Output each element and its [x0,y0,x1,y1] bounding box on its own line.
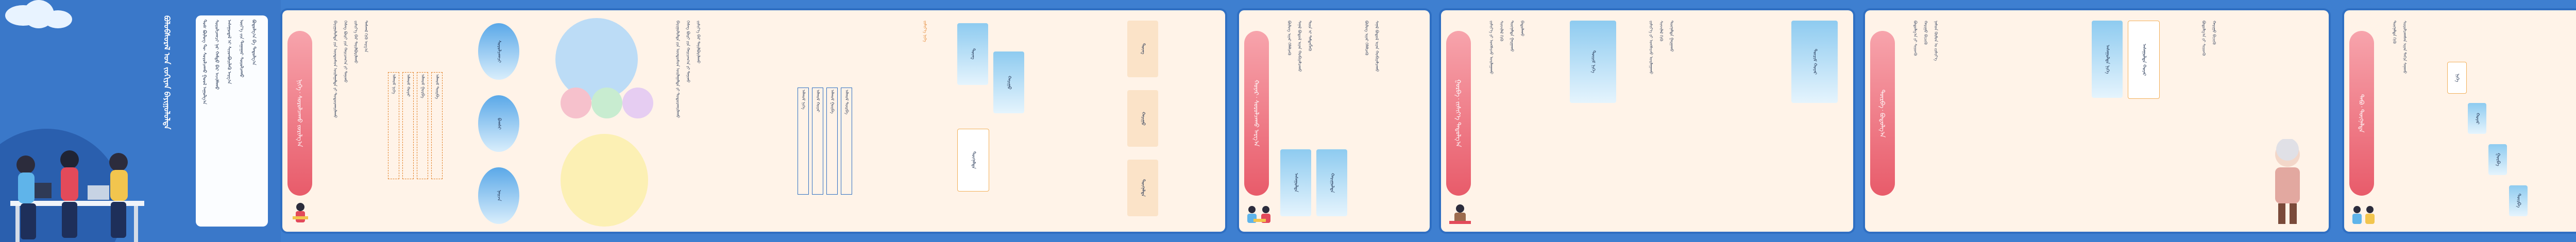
text-line: ᠬᠡᠰᠡᠭ ᠪᠦᠷᠢ ᠶᠢᠨ ᠬᠠᠷᠢᠴᠠᠭ᠎ᠠ ᠶᠢ ᠲᠠᠨᠢᠬᠤ [686,21,690,83]
bordered-list [798,88,852,195]
content-panel-4 [1865,10,2329,232]
text-block [1647,21,1675,221]
text-line: ᠳᠦᠭᠨᠡᠯᠲᠡ ᠭᠠᠷᠭᠠᠬᠤ [1669,21,1674,52]
intro-line: ᠦᠶ᠎ᠡ ᠵᠢᠨ ᠳᠠᠭᠠᠭᠠᠷ ᠰᠤᠷᠤᠯᠴᠠᠬᠤ [239,20,244,78]
content-panel-2 [1239,10,1430,232]
text-line: ᠪᠠᠲᠤᠯᠠᠬᠤ [1520,21,1524,37]
info-box [1791,21,1838,103]
info-box [1280,149,1311,216]
venn-circle-pink [561,88,591,118]
text-block [674,21,702,221]
section-header-text: ᠲᠠᠪᠤ᠂ ᠳᠦᠭᠨᠡᠯᠲᠡ [2358,94,2365,133]
text-line: ᠳᠠᠰᠭᠠᠯ ᠬᠢᠬᠦ ᠠᠷᠭ᠎ᠠ [364,21,368,53]
main-title-text: ᠪᠣᠯᠣᠪᠰᠤᠷᠠᠯ ᠤᠨ ᠵᠣᠬᠢᠶᠠᠨ ᠪᠠᠶᠢᠭᠤᠯᠤᠯᠲᠠ [162,15,172,130]
text-block [331,21,369,221]
content-panel-5 [2344,10,2576,232]
box-label: ᠨᠢᠭᠡ [2454,73,2460,82]
grandmother-icon [2267,139,2308,227]
text-line: ᠵᠢᠱᠢᠶ᠎ᠡ ᠶᠢ ᠤᠩᠰᠢᠵᠤ ᠣᠢᠯᠠᠭᠠᠬᠤ [1649,21,1653,75]
section-header-pill [287,31,312,196]
list-item: ᠠᠯᠬᠤᠮ ᠳᠦᠷᠪᠡ [431,72,443,179]
kids-icon [2349,203,2378,227]
text-block [1487,21,1526,221]
teacher-icon [1447,203,1473,227]
office-illustration [0,93,155,242]
blue-circle-node [478,23,519,80]
orange-text-block [921,21,928,124]
venn-circle-blue [555,18,638,100]
section-header-pill [1446,31,1471,196]
section-header-pill [1244,31,1269,196]
text-line: ᠰᠠᠨᠠᠯ ᠪᠣᠳᠤᠯ ᠢᠶᠠᠨ ᠬᠤᠪᠢᠶᠠᠯᠴᠠᠬᠤ [1297,21,1302,72]
box-label: ᠳᠦᠩ [970,48,975,60]
info-box [1570,21,1616,103]
box-label: ᠳᠦᠭᠨᠡᠯᠲᠡ [971,151,976,169]
flow-box [2509,185,2528,216]
text-line: ᠰᠢᠨᠵᠢᠯᠡᠯ ᠬᠢᠬᠦ [1659,21,1664,41]
box-label: ᠭᠤᠷᠪᠠ [2495,153,2500,166]
list-item: ᠠᠯᠬᠤᠮ ᠳᠦᠷᠪᠡ [841,88,852,195]
list-item: ᠠᠯᠬᠤᠮ ᠭᠤᠷᠪᠠ [826,88,838,195]
box-label: ᠬᠠᠷᠢᠭᠤ [1006,75,1011,90]
box-label: ᠳᠦᠭᠨᠡᠯᠲᠡ [1140,179,1145,197]
box-label: ᠳᠦᠩ [1140,43,1145,55]
info-box [1316,149,1347,216]
text-line: ᠪᠦᠯᠦᠭ ᠢᠶᠡᠷ ᠬᠡᠯᠡᠯᠴᠡᠬᠦ [1287,21,1292,56]
info-box [957,23,988,85]
info-box [2128,21,2160,99]
text-line: ᠵᠢᠱᠢᠶ᠎ᠡ ᠪᠡᠷ ᠲᠠᠶᠢᠯᠪᠤᠷᠢᠯᠠᠬᠤ [353,21,358,64]
text-line: ᠰᠤᠷᠤᠯᠴᠠᠭᠰᠠᠨ ᠢᠶᠠᠨ ᠳᠠᠬᠢᠨ ᠰᠠᠨᠠᠬᠤ [2402,21,2407,74]
box-label: ᠠᠰᠠᠭᠤᠯᠲᠠ ᠬᠣᠶᠠᠷ [2141,43,2146,76]
list-item: ᠠᠯᠬᠤᠮ ᠨᠢᠭᠡ [388,72,399,179]
text-line: ᠳᠦᠭᠨᠡᠯᠲᠡ ᠬᠢᠬᠦ [2392,21,2397,44]
info-box [993,51,1024,113]
box-label: ᠬᠣᠶᠠᠷ [2475,112,2480,125]
children-reading-icon [1244,203,1275,227]
intro-card [196,15,268,227]
venn-circle-purple [622,88,653,118]
list-item: ᠠᠯᠬᠤᠮ ᠬᠣᠶᠠᠷ [402,72,414,179]
box-label: ᠬᠠᠷᠢᠭᠤᠯᠲᠠ [1329,172,1334,193]
info-box [1127,21,1158,77]
text-line: ᠬᠡᠰᠡᠭ ᠪᠦᠷᠢ ᠶᠢᠨ ᠬᠠᠷᠢᠴᠠᠭ᠎ᠠ ᠶᠢ ᠲᠠᠨᠢᠬᠤ [343,21,348,83]
list-item: ᠠᠯᠬᠤᠮ ᠬᠣᠶᠠᠷ [812,88,823,195]
text-line: ᠳᠦᠭᠨᠡᠯᠲᠡ ᠭᠠᠷᠭᠠᠬᠤ [1510,21,1514,52]
intro-line: ᠠᠰᠠᠭᠤᠳᠠᠯ ᠢ ᠰᠢᠢᠳᠪᠦᠷᠢᠯᠡᠬᠦ ᠠᠷᠭ᠎ᠠ [226,20,231,84]
section-header-pill [1870,31,1895,196]
list-item: ᠠᠯᠬᠤᠮ ᠭᠤᠷᠪᠠ [417,72,428,179]
flow-box [2488,144,2507,175]
box-label: ᠠᠰᠠᠭᠤᠯᠲᠠ ᠨᠢᠭᠡ [2105,44,2110,74]
content-panel-3 [1441,10,1853,232]
circle-label: ᠰᠤᠷᠤᠯᠴᠠᠭᠴᠢ [496,40,501,63]
box-label: ᠬᠠᠷᠢᠭᠤ [1140,111,1145,126]
box-label: ᠳᠦᠷᠢᠮ ᠬᠣᠶᠠᠷ [1812,49,1817,75]
text-line: ᠪᠠᠶᠢᠭᠤᠯᠤᠯᠲᠠ ᠶᠢᠨ ᠦᠨᠳᠦᠰᠦᠨ ᠣᠢᠯᠠᠭᠠᠯᠲᠠ ᠶᠢ ᠲᠣᠳᠣᠷᠬᠠᠶᠢᠯᠠᠬᠤ [675,21,680,118]
cloud-decoration [44,10,72,28]
info-box [1127,90,1158,147]
intro-section [0,0,281,242]
orange-title: ᠵᠢᠱᠢᠶ᠎ᠡ ᠨᠢᠭᠡ [923,21,927,42]
text-line: ᠬᠠᠷᠢᠭᠤ ᠪᠢᠴᠢᠬᠦ [2212,21,2216,45]
circle-label: ᠨᠠᠢᠵᠠ [496,190,501,201]
text-line: ᠬᠠᠷᠢᠭᠤ ᠪᠢᠴᠢᠬᠦ [1923,21,1928,45]
text-line: ᠰᠠᠨᠠᠯ ᠪᠣᠳᠤᠯ ᠢᠶᠠᠨ ᠬᠤᠪᠢᠶᠠᠯᠴᠠᠬᠤ [1375,21,1379,72]
box-label: ᠳᠦᠷᠢᠮ ᠨᠢᠭᠡ [1590,50,1596,73]
text-line: ᠵᠢᠱᠢᠶ᠎ᠡ ᠪᠡᠷ ᠲᠠᠶᠢᠯᠪᠤᠷᠢᠯᠠᠬᠤ [696,21,701,64]
intro-line: ᠲᠤᠰ ᠪᠦᠯᠦᠭ ᠲᠦ ᠰᠤᠷᠤᠯᠴᠠᠬᠤ ᠭᠣᠣᠯ ᠠᠭᠤᠯᠭ᠎ᠠ [201,20,207,105]
text-line: ᠨᠠᠰᠤᠨ ᠬᠦᠮᠦᠨ ᠤ ᠵᠢᠱᠢᠶ᠎ᠡ [1934,21,1938,61]
section-header-pill [2349,31,2374,196]
text-line: ᠳᠦᠨ ᠢ ᠲᠡᠮᠳᠡᠭᠯᠡᠬᠦ [1308,21,1312,51]
person-reading-icon [290,201,311,227]
blue-circle-node [478,167,519,224]
text-line: ᠪᠦᠯᠦᠭ ᠢᠶᠡᠷ ᠬᠡᠯᠡᠯᠴᠡᠬᠦ [1364,21,1369,56]
text-line: ᠪᠠᠶᠢᠭᠤᠯᠤᠯᠲᠠ ᠶᠢᠨ ᠦᠨᠳᠦᠰᠦᠨ ᠣᠢᠯᠠᠭᠠᠯᠲᠠ ᠶᠢ ᠲᠣᠳᠣᠷᠬᠠᠶᠢᠯᠠᠬᠤ [333,21,337,118]
info-box [1127,160,1158,216]
section-header-text: ᠭᠤᠷᠪᠠ᠂ ᠵᠢᠱᠢᠶ᠎ᠡ ᠳᠠᠳᠤᠯᠭ᠎ᠠ [1454,79,1462,147]
info-box [2092,21,2123,98]
venn-circle-yellow [561,134,648,227]
circle-label: ᠪᠠᠭᠰᠢ [496,117,501,130]
intro-line: ᠰᠤᠷᠤᠯᠴᠠᠭᠴᠢ ᠨᠠᠷ ᠬᠠᠮᠲᠤ ᠪᠡᠷ ᠠᠵᠢᠯᠯᠠᠬᠤ [214,20,219,90]
text-line: ᠪᠣᠳᠣᠯᠭ᠎ᠠ ᠶᠢ ᠰᠢᠢᠳᠬᠦ [1913,21,1918,56]
box-label: ᠠᠰᠠᠭᠤᠯᠲᠠ [1293,173,1298,193]
box-label: ᠳᠦᠷᠪᠡ [2516,194,2521,208]
list-item: ᠠᠯᠬᠤᠮ ᠨᠢᠭᠡ [798,88,809,195]
intro-line: ᠪᠣᠳᠣᠯᠭ᠎ᠠ ᠪᠠ ᠳᠠᠳᠤᠯᠭ᠎ᠠ [251,20,256,65]
text-line: ᠰᠢᠨᠵᠢᠯᠡᠯ ᠬᠢᠬᠦ [1499,21,1504,41]
text-block [2200,21,2217,221]
list-block [388,72,443,179]
text-block [1911,21,1939,221]
text-line: ᠪᠣᠳᠣᠯᠭ᠎ᠠ ᠶᠢ ᠰᠢᠢᠳᠬᠦ [2201,21,2206,56]
section-header-text: ᠳᠦᠷᠪᠡ᠂ ᠪᠣᠳᠣᠯᠭ᠎ᠠ [1878,89,1886,137]
section-header-text: ᠨᠢᠭᠡ᠂ ᠰᠤᠷᠤᠯᠴᠠᠬᠤ ᠵᠣᠷᠢᠯᠭ᠎ᠠ [296,79,303,147]
section-header-text: ᠬᠣᠶᠠᠷ᠂ ᠰᠤᠷᠤᠯᠴᠠᠬᠤ ᠠᠷᠭ᠎ᠠ [1252,80,1260,147]
content-panel-1 [282,10,1225,232]
venn-circle-green [591,88,622,118]
flow-box [2468,103,2486,134]
text-line: ᠵᠢᠱᠢᠶ᠎ᠡ ᠶᠢ ᠤᠩᠰᠢᠵᠤ ᠣᠢᠯᠠᠭᠠᠬᠤ [1489,21,1494,75]
flow-box [2447,62,2467,94]
blue-circle-node [478,95,519,152]
text-block [2391,21,2408,221]
text-block [1363,21,1380,221]
main-title [157,15,177,221]
info-box [957,129,989,192]
